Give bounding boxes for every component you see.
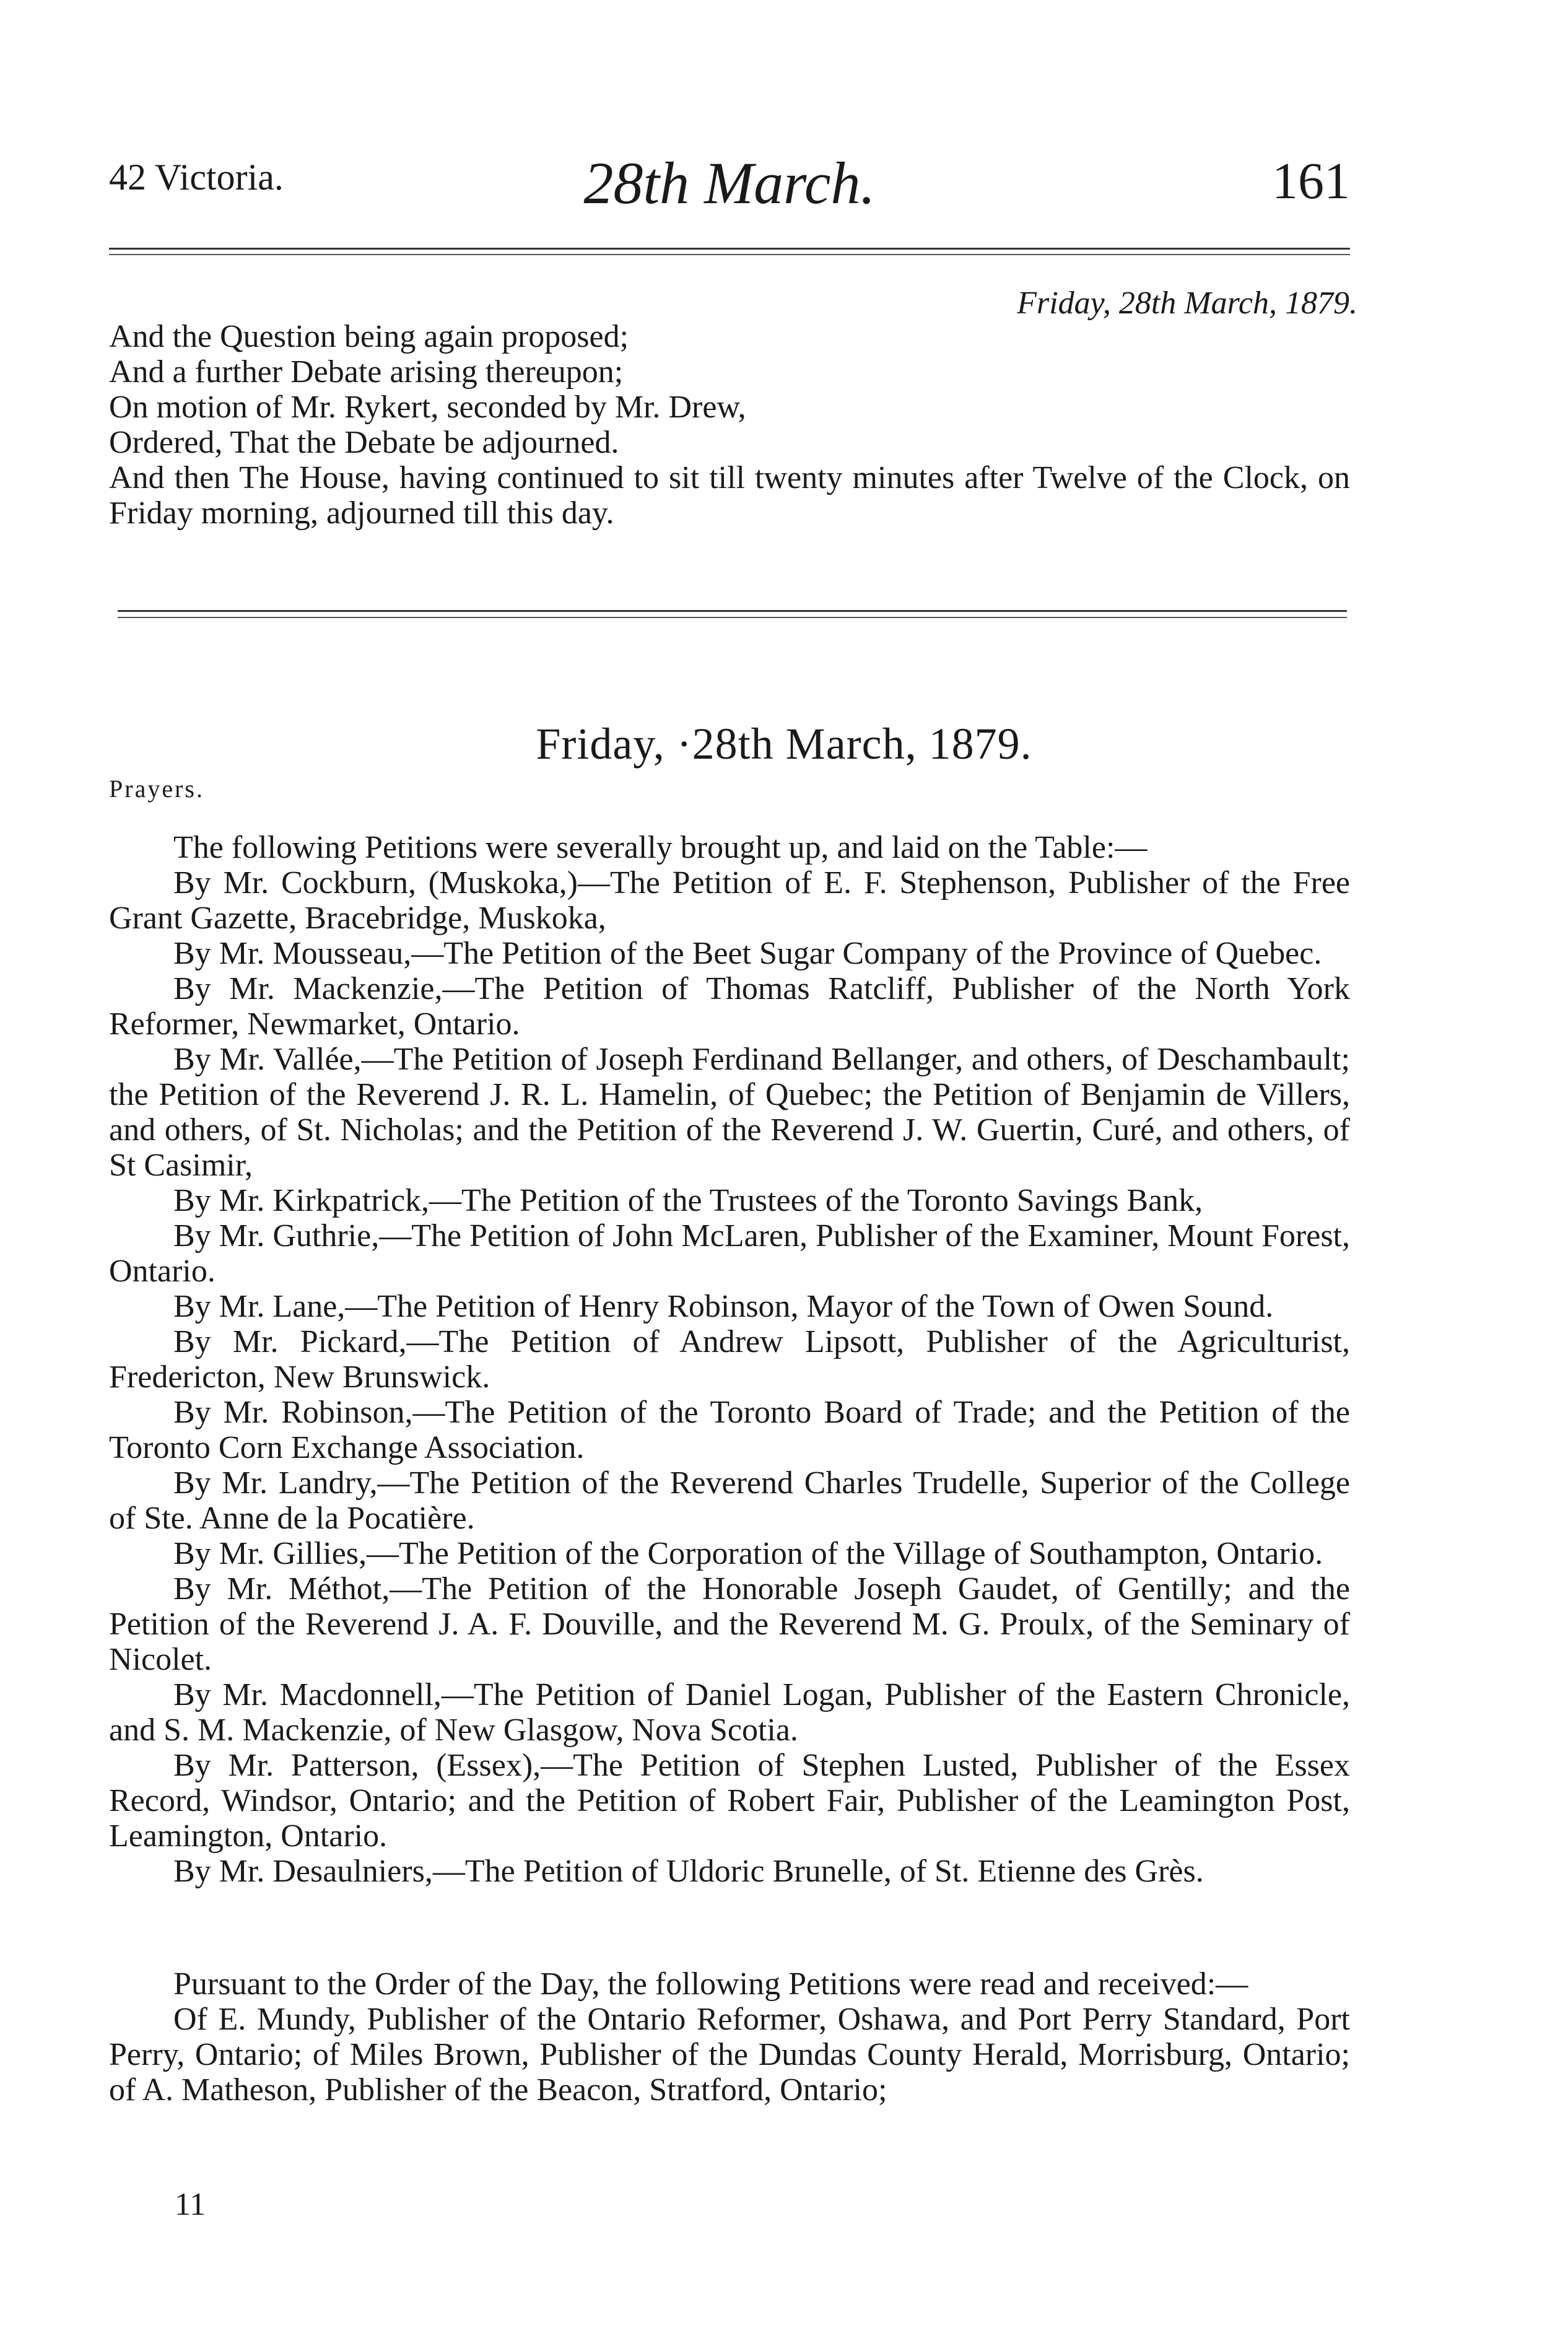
page-number: 161 [1272,152,1350,210]
petition-item: By Mr. Landry,—The Petition of the Reverend Charles Trudelle, Superior of the College of Ste. Anne de la Pocatière. [109,1465,1350,1536]
prayers-label: Prayers. [109,775,204,803]
petition-item: By Mr. Méthot,—The Petition of the Honorable Joseph Gaudet, of Gentilly; and the Petition of the Reverend J. A. F. Douville, and the Reverend M. G. Proulx, of the Seminary of Nicolet. [109,1571,1350,1677]
order-intro: Pursuant to the Order of the Day, the following Petitions were read and received:— [173,1966,1248,2002]
petition-item: By Mr. Guthrie,—The Petition of John McLaren, Publisher of the Examiner, Mount Forest, Ontario. [109,1218,1350,1289]
petition-item: By Mr. Macdonnell,—The Petition of Daniel Logan, Publisher of the Eastern Chronicle, and S. M. Mackenzie, of New Glasgow, Nova Scotia. [109,1677,1350,1748]
order-of-day-section [109,1966,1350,2108]
petition-item: By Mr. Mousseau,—The Petition of the Beet Sugar Company of the Province of Quebec. [173,936,1322,971]
petition-item: By Mr. Vallée,—The Petition of Joseph Ferdinand Bellanger, and others, of Deschambault; the Petition of the Reverend J. R. L. Hamelin, of Quebec; the Petition of Benjamin de Villers, and others, of St. Nicholas; and the Petition of the Reverend J. W. Guertin, Curé, and others, of St Casimir, [109,1042,1350,1183]
petition-item: By Mr. Lane,—The Petition of Henry Robinson, Mayor of the Town of Owen Sound. [173,1289,1274,1324]
adjournment-paragraph: And then The House, having continued to sit till twenty minutes after Twelve of the Clock, on Friday morning, adjourned till this day. [109,460,1350,531]
petition-item: By Mr. Cockburn, (Muskoka,)—The Petition of E. F. Stephenson, Publisher of the Free Grant Gazette, Bracebridge, Muskoka, [109,865,1350,936]
petition-item: By Mr. Mackenzie,—The Petition of Thomas Ratcliff, Publisher of the North York Reformer, Newmarket, Ontario. [109,971,1350,1042]
proceeding-line: On motion of Mr. Rykert, seconded by Mr. Drew, [109,390,746,425]
petition-item: By Mr. Pickard,—The Petition of Andrew Lipsott, Publisher of the Agriculturist, Fredericton, New Brunswick. [109,1324,1350,1395]
section-divider-top [118,610,1347,612]
proceeding-line: And a further Debate arising thereupon; [109,354,624,390]
adjournment-section [109,319,1350,531]
order-paragraph: Of E. Mundy, Publisher of the Ontario Reformer, Oshawa, and Port Perry Standard, Port Perry, Ontario; of Miles Brown, Publisher of the Dundas County Herald, Morrisburg, Ontario; of A. Matheson, Publisher of the Beacon, Stratford, Ontario; [109,2002,1350,2108]
page-header [109,149,1350,217]
date-title: 28th March. [583,150,876,216]
proceeding-line: And the Question being again proposed; [109,319,629,354]
petition-item: By Mr. Gillies,—The Petition of the Corporation of the Village of Southampton, Ontario. [173,1536,1323,1571]
petition-item: By Mr. Patterson, (Essex),—The Petition of Stephen Lusted, Publisher of the Essex Record, Windsor, Ontario; and the Petition of Robert Fair, Publisher of the Leamington Post, Leamington, Ontario. [109,1748,1350,1854]
petition-item: By Mr. Kirkpatrick,—The Petition of the Trustees of the Toronto Savings Bank, [173,1183,1203,1218]
petitions-intro: The following Petitions were severally brought up, and laid on the Table:— [173,830,1148,865]
header-rule-bottom [109,254,1350,255]
section-dateline: Friday, 28th March, 1879. [1017,286,1357,321]
day-heading: Friday, ·28th March, 1879. [536,719,1032,769]
petition-item: By Mr. Robinson,—The Petition of the Toronto Board of Trade; and the Petition of the Toronto Corn Exchange Association. [109,1395,1350,1465]
petitions-section [109,830,1350,1889]
petition-item: By Mr. Desaulniers,—The Petition of Uldoric Brunelle, of St. Etienne des Grès. [173,1854,1204,1889]
proceeding-line: Ordered, That the Debate be adjourned. [109,425,619,460]
signature-mark: 11 [175,2187,206,2222]
header-rule-top [109,248,1350,250]
session-label: 42 Victoria. [109,157,284,198]
section-divider-bottom [118,617,1347,618]
